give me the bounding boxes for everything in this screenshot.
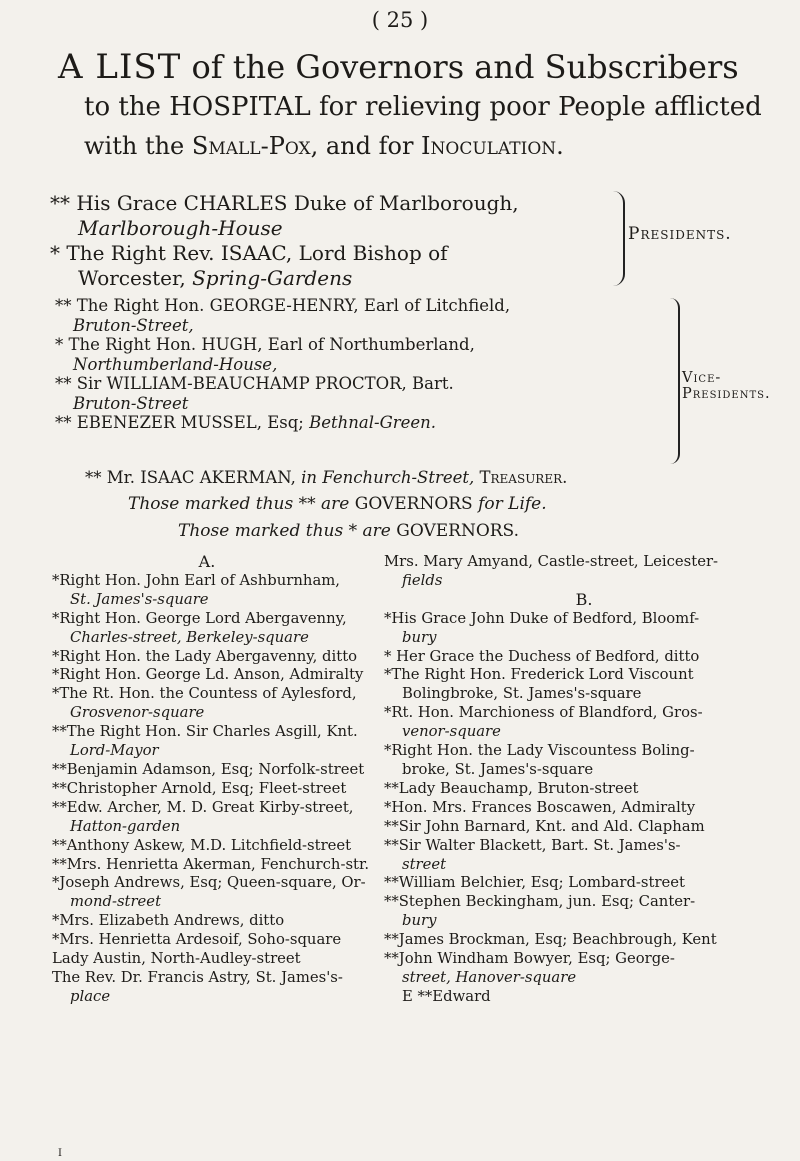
subtitle-line-1: to the HOSPITAL for relieving poor People afflicted (84, 92, 762, 122)
subscriber-line: bury (402, 912, 437, 930)
subscriber-line: Lord-Mayor (70, 742, 159, 760)
subscriber-line: *Rt. Hon. Marchioness of Blandford, Gros- (384, 704, 703, 722)
subscriber-line: street (402, 855, 447, 873)
subscriber-line: **William Belchier, Esq; Lombard-street (384, 874, 685, 892)
right-column (384, 553, 784, 1007)
subscriber-line: **Stephen Beckingham, jun. Esq; Canter- (384, 893, 696, 911)
subscriber-line: **Benjamin Adamson, Esq; Norfolk-street (52, 760, 365, 778)
vice-president-line: ** The Right Hon. GEORGE-HENRY, Earl of Litchfield, (55, 296, 511, 315)
subscriber-line: venor-square (402, 723, 501, 741)
vice-presidents-block (55, 296, 705, 433)
section-heading: B. (575, 589, 593, 609)
subscriber-line: Bolingbroke, St. James's-square (402, 685, 642, 703)
treasurer-address: in Fenchurch-Street, (301, 468, 475, 487)
vice-president-line: Northumberland-House, (73, 354, 278, 374)
vice-president-line: Bruton-Street, (73, 315, 194, 335)
subscriber-line: * Her Grace the Duchess of Bedford, ditto (384, 647, 700, 665)
subscriber-line: fields (402, 571, 443, 589)
subscriber-line: *Joseph Andrews, Esq; Queen-square, Or- (52, 874, 366, 892)
subscriber-line: *Mrs. Henrietta Ardesoif, Soho-square (52, 931, 342, 949)
vice-president-line (55, 413, 705, 433)
treasurer-label: Treasurer. (474, 468, 568, 487)
legend-text: Those marked thus ** are (128, 494, 355, 514)
treasurer-name: ** Mr. ISAAC AKERMAN, (85, 468, 302, 487)
subscriber-line: The Rev. Dr. Francis Astry, St. James's- (52, 968, 343, 986)
subscriber-line: place (70, 987, 111, 1005)
subtitle-line-2 (84, 131, 784, 161)
title-rest: of the Governors and Subscribers (181, 48, 739, 86)
president-line: * The Right Rev. ISAAC, Lord Bishop of (50, 241, 448, 265)
subscriber-line: Lady Austin, North-Audley-street (52, 950, 301, 968)
vice-president-line: * The Right Hon. HUGH, Earl of Northumberland, (55, 335, 475, 354)
legend-governors: GOVERNORS (354, 494, 473, 514)
subscriber-line: Grosvenor-square (70, 704, 205, 722)
subtitle-part: with the (84, 132, 192, 160)
legend-governors-word: GOVERNORS. (396, 521, 519, 541)
subscriber-line: **Sir John Barnard, Knt. and Ald. Clapham (384, 817, 705, 835)
section-heading-a: A. (198, 552, 216, 571)
president-line-part: Worcester, (78, 266, 193, 290)
subscriber-line: broke, St. James's-square (402, 760, 594, 778)
treasurer-line (85, 468, 785, 487)
legend-life-governors (128, 494, 728, 514)
subscriber-line: mond-street (70, 893, 162, 911)
subtitle-inoculation: Inoculation. (421, 132, 564, 160)
subscriber-line: *Right Hon. George Lord Abergavenny, (52, 609, 347, 627)
subscriber-line: **Sir Walter Blackett, Bart. St. James's- (384, 836, 681, 854)
presidents-block (50, 191, 690, 291)
subtitle-smallpox: Small-Pox (191, 132, 311, 160)
vice-presidents-label: Vice-Presidents. (682, 370, 771, 402)
subscriber-line: Hatton-garden (70, 817, 181, 835)
subscriber-line: **John Windham Bowyer, Esq; George- (384, 950, 675, 968)
legend-text: for Life. (472, 494, 547, 514)
subscriber-line: *Hon. Mrs. Frances Boscawen, Admiralty (384, 798, 696, 816)
legend-text: Those marked thus * are (178, 521, 397, 541)
subscriber-line: E **Edward (402, 987, 491, 1005)
vice-president-line-address: Bethnal-Green. (309, 413, 437, 432)
subscriber-line: **The Right Hon. Sir Charles Asgill, Knt. (52, 723, 358, 741)
subtitle-part: , and for (310, 132, 422, 160)
subscriber-line: **Christopher Arnold, Esq; Fleet-street (52, 779, 347, 797)
vice-president-line: ** Sir WILLIAM-BEAUCHAMP PROCTOR, Bart. (55, 374, 454, 393)
subscriber-line: **Mrs. Henrietta Akerman, Fenchurch-str. (52, 855, 370, 873)
subscriber-line: **Edw. Archer, M. D. Great Kirby-street, (52, 798, 354, 816)
subscriber-line: *Right Hon. John Earl of Ashburnham, (52, 571, 340, 589)
presidents-brace (605, 191, 625, 286)
vice-president-line: Bruton-Street (73, 393, 189, 413)
president-line: Marlborough-House (78, 216, 283, 240)
vice-presidents-brace (666, 298, 680, 464)
subscriber-line: *Right Hon. the Lady Viscountess Boling- (384, 742, 695, 760)
subscriber-line: *The Right Hon. Frederick Lord Viscount (384, 666, 694, 684)
subscriber-line: St. James's-square (70, 590, 209, 608)
left-column (52, 552, 370, 1007)
legend-governors (178, 521, 778, 541)
subscriber-line: Charles-street, Berkeley-square (70, 628, 309, 646)
subscriber-line: **Anthony Askew, M.D. Litchfield-street (52, 836, 352, 854)
page-number: ( 25 ) (371, 8, 429, 32)
subscriber-line: bury (402, 628, 437, 646)
subscriber-line: *His Grace John Duke of Bedford, Bloomf- (384, 609, 700, 627)
subscriber-line: *Right Hon. George Ld. Anson, Admiralty (52, 666, 364, 684)
subscriber-line: **James Brockman, Esq; Beachbrough, Kent (384, 931, 717, 949)
president-line (50, 266, 690, 291)
title-lead: A LIST (58, 47, 182, 87)
list-title (58, 48, 778, 87)
signature-mark: I (58, 1148, 62, 1159)
subscriber-line: *Right Hon. the Lady Abergavenny, ditto (52, 647, 358, 665)
president-line: ** His Grace CHARLES Duke of Marlborough, (50, 191, 519, 215)
subscriber-line: street, Hanover-square (402, 968, 577, 986)
subscriber-line: Mrs. Mary Amyand, Castle-street, Leicester- (384, 553, 719, 570)
presidents-label: Presidents. (628, 224, 732, 244)
president-line-address: Spring-Gardens (192, 266, 353, 290)
subscriber-line: **Lady Beauchamp, Bruton-street (384, 779, 639, 797)
subscriber-line: *The Rt. Hon. the Countess of Aylesford, (52, 685, 357, 703)
vice-president-line-part: ** EBENEZER MUSSEL, Esq; (55, 413, 310, 432)
subscriber-line: *Mrs. Elizabeth Andrews, ditto (52, 912, 285, 930)
